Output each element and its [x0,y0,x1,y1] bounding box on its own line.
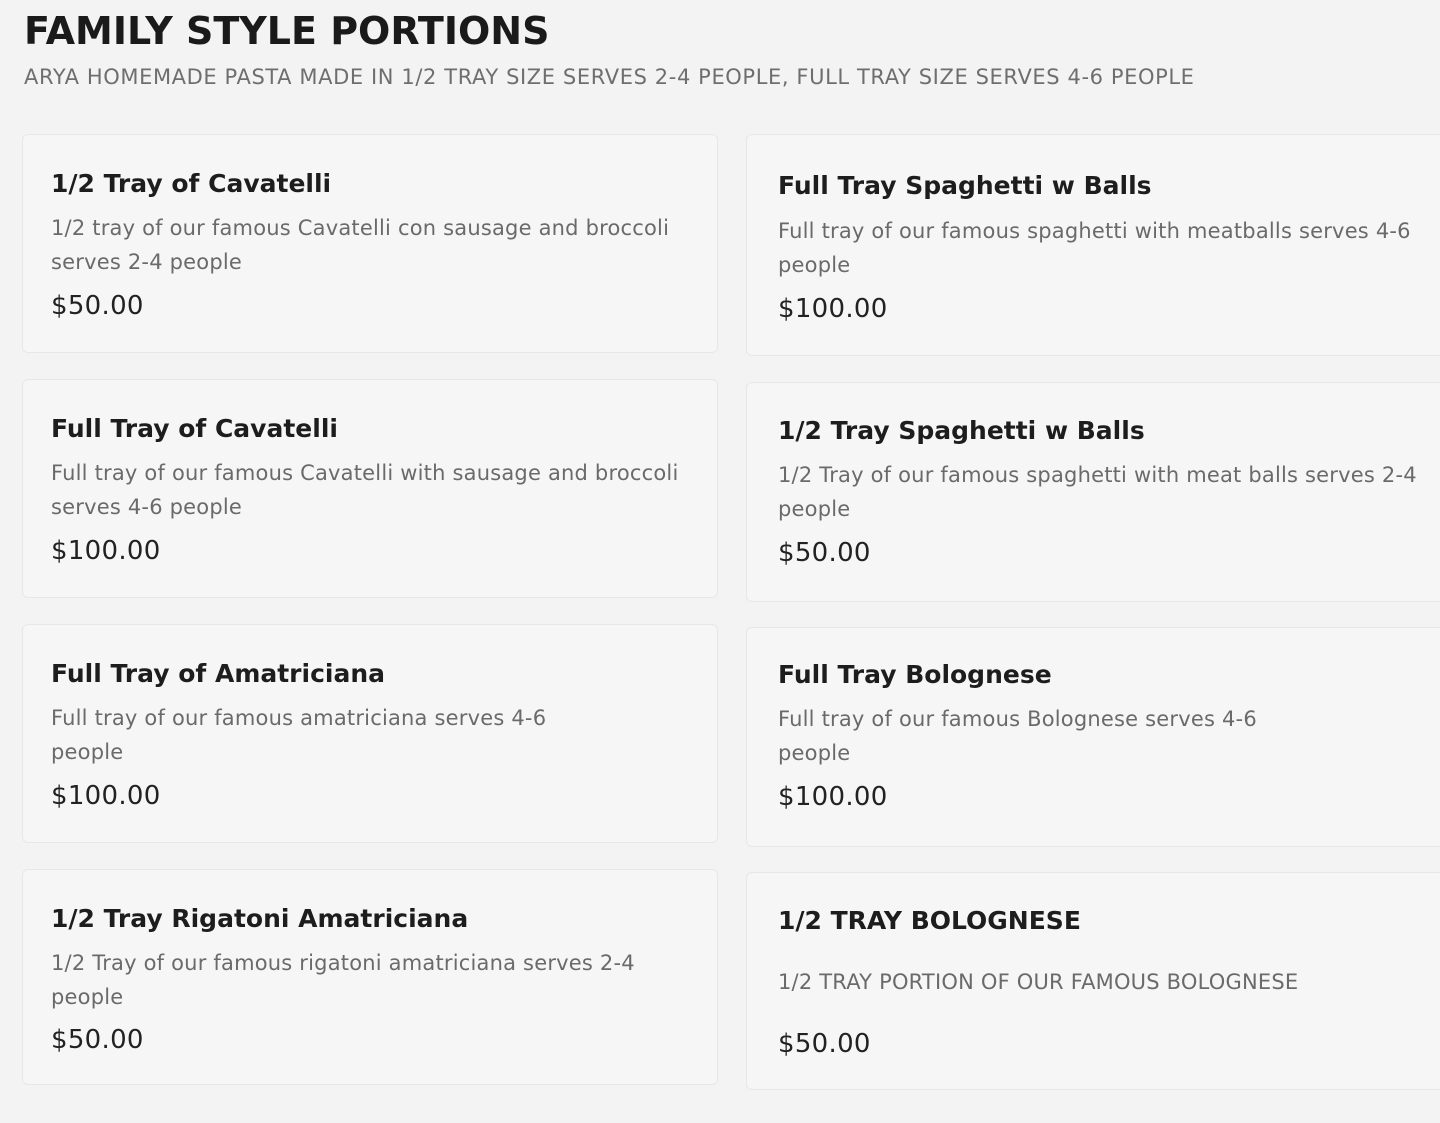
menu-item-price: $100.00 [51,536,161,566]
menu-item-description: 1/2 Tray of our famous rigatoni amatriciana serves 2-4 people [51,951,635,1009]
menu-item-title: 1/2 Tray Spaghetti w Balls [778,416,1145,445]
section-subtitle: ARYA HOMEMADE PASTA MADE IN 1/2 TRAY SIZE SERVES 2-4 PEOPLE, FULL TRAY SIZE SERVES 4-6 PEOPLE [24,65,1195,89]
menu-item-title: Full Tray of Amatriciana [51,659,386,688]
menu-item-card[interactable] [746,627,1440,847]
menu-item-price: $50.00 [778,538,871,568]
menu-item-title: Full Tray Spaghetti w Balls [778,171,1152,200]
menu-item-title: Full Tray Bolognese [778,660,1052,689]
menu-item-title: 1/2 TRAY BOLOGNESE [778,906,1081,935]
menu-item-description: 1/2 Tray of our famous spaghetti with meat balls serves 2-4 people [778,463,1417,521]
menu-item-title: 1/2 Tray of Cavatelli [51,169,332,198]
menu-item-description: Full tray of our famous Cavatelli with sausage and broccoli serves 4-6 people [51,461,679,519]
menu-item-card[interactable] [746,382,1440,602]
menu-item-price: $100.00 [51,781,161,811]
menu-item-price: $100.00 [778,782,888,812]
menu-item-description: Full tray of our famous spaghetti with meatballs serves 4-6 people [778,219,1411,277]
menu-item-description: Full tray of our famous amatriciana serves 4-6 people [51,706,547,764]
menu-item-price: $50.00 [778,1029,871,1059]
menu-item-description: Full tray of our famous Bolognese serves 4-6 people [778,707,1257,765]
menu-item-description: 1/2 tray of our famous Cavatelli con sausage and broccoli serves 2-4 people [51,216,670,274]
menu-item-title: 1/2 Tray Rigatoni Amatriciana [51,904,469,933]
menu-item-price: $50.00 [51,1025,144,1055]
menu-item-price: $100.00 [778,294,888,324]
menu-item-description: 1/2 TRAY PORTION OF OUR FAMOUS BOLOGNESE [778,970,1299,994]
section-title: FAMILY STYLE PORTIONS [24,9,550,53]
menu-item-price: $50.00 [51,291,144,321]
menu-item-card[interactable] [746,872,1440,1090]
menu-item-card[interactable] [22,379,718,598]
menu-item-card[interactable] [22,134,718,353]
menu-item-card[interactable] [22,869,718,1085]
menu-item-title: Full Tray of Cavatelli [51,414,338,443]
menu-item-card[interactable] [746,134,1440,356]
menu-item-card[interactable] [22,624,718,843]
